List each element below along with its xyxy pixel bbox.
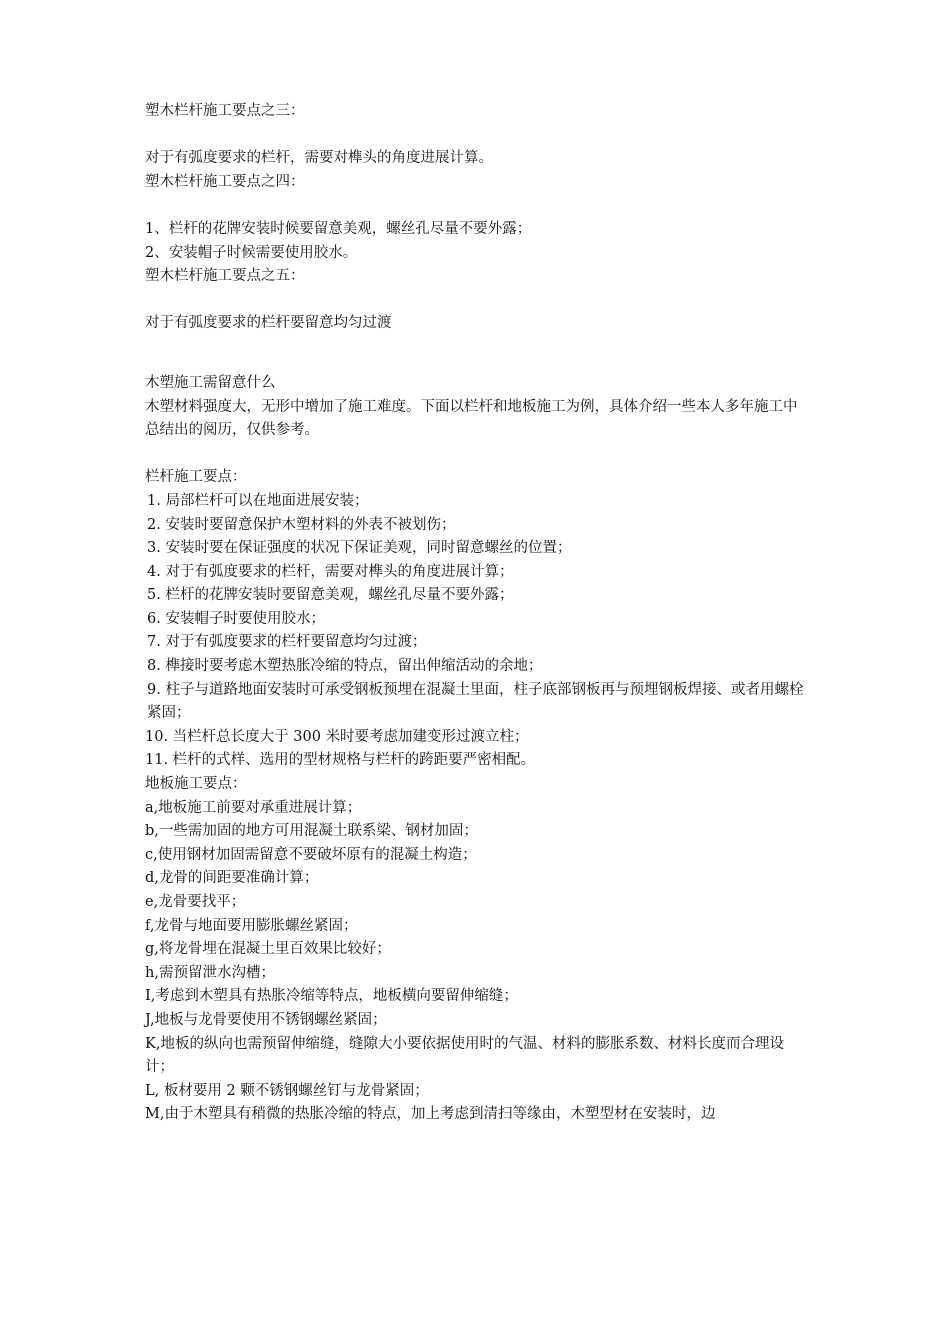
document-page [145, 100, 810, 1127]
floor-item: L, 板材要用 2 颗不锈钢螺丝钉与龙骨紧固； [145, 1082, 429, 1099]
floor-item: c,使用钢材加固需留意不要破坏原有的混凝土构造； [145, 846, 477, 863]
railing-item: 10. 当栏杆总长度大于 300 米时要考虑加建变形过渡立柱； [145, 728, 529, 745]
floor-item: b,一些需加固的地方可用混凝土联系梁、钢材加固； [145, 823, 478, 840]
blank-line [145, 443, 810, 467]
floor-item: e,龙骨要找平； [145, 894, 246, 910]
section-three-text: 对于有弧度要求的栏杆，需要对榫头的角度进展计算。 [145, 150, 493, 167]
section-five-text: 对于有弧度要求的栏杆要留意均匀过渡 [145, 315, 392, 332]
railing-item: 1. 局部栏杆可以在地面进展安装； [147, 492, 369, 509]
section-three-heading: 塑木栏杆施工要点之三： [145, 103, 305, 119]
section-four-item: 2、安装帽子时候需要使用胶水。 [145, 244, 358, 261]
floor-item: a,地板施工前要对承重进展计算； [145, 799, 362, 816]
wood-plastic-title: 木塑施工需留意什么 [145, 374, 276, 391]
section-four-heading: 塑木栏杆施工要点之四： [145, 173, 305, 190]
blank-line [145, 124, 810, 148]
railing-item: 6. 安装帽子时要使用胶水； [147, 610, 325, 627]
floor-item: K,地板的纵向也需预留伸缩缝，缝隙大小要依据使用时的气温、材料的膨胀系数、材料长度而合理设计； [145, 1035, 784, 1076]
floor-item: d,龙骨的间距要准确计算； [145, 870, 319, 887]
railing-item: 4. 对于有弧度要求的栏杆，需要对榫头的角度进展计算； [147, 563, 514, 580]
floor-item: g,将龙骨埋在混凝土里百效果比较好； [145, 941, 391, 958]
floor-item: h,需预留泄水沟槽； [145, 964, 275, 981]
floor-heading: 地板施工要点： [145, 776, 247, 793]
floor-item: M,由于木塑具有稍微的热胀冷缩的特点，加上考虑到清扫等缘由，木塑型材在安装时，边 [145, 1106, 716, 1123]
floor-item: J,地板与龙骨要使用不锈钢螺丝紧固； [145, 1011, 387, 1028]
floor-item: I,考虑到木塑具有热胀冷缩等特点，地板横向要留伸缩缝； [145, 988, 518, 1005]
blank-line [145, 336, 810, 372]
railing-item: 9. 柱子与道路地面安装时可承受钢板预埋在混凝土里面，柱子底部钢板再与预埋钢板焊接、或者用螺栓紧固； [147, 681, 804, 722]
railing-item: 3. 安装时要在保证强度的状况下保证美观，同时留意螺丝的位置； [147, 540, 572, 557]
railing-item: 11. 栏杆的式样、选用的型材规格与栏杆的跨距要严密相配。 [145, 752, 536, 769]
railing-item: 7. 对于有弧度要求的栏杆要留意均匀过渡； [147, 634, 427, 651]
blank-line [145, 289, 810, 313]
blank-line [145, 194, 810, 218]
railing-item: 5. 栏杆的花牌安装时要留意美观，螺丝孔尽量不要外露； [147, 587, 514, 604]
railing-heading: 栏杆施工要点： [145, 469, 247, 486]
railing-item: 2. 安装时要留意保护木塑材料的外表不被划伤； [147, 516, 456, 533]
section-five-heading: 塑木栏杆施工要点之五： [145, 268, 305, 285]
section-four-item: 1、栏杆的花牌安装时候要留意美观，螺丝孔尽量不要外露； [145, 220, 532, 237]
wood-plastic-intro: 木塑材料强度大，无形中增加了施工难度。下面以栏杆和地板施工为例，具体介绍一些本人多年施工中总结出的阅历，仅供参考。 [145, 398, 798, 439]
floor-item: f,龙骨与地面要用膨胀螺丝紧固； [145, 917, 358, 934]
railing-item: 8. 榫接时要考虑木塑热胀冷缩的特点，留出伸缩活动的余地； [147, 658, 543, 675]
